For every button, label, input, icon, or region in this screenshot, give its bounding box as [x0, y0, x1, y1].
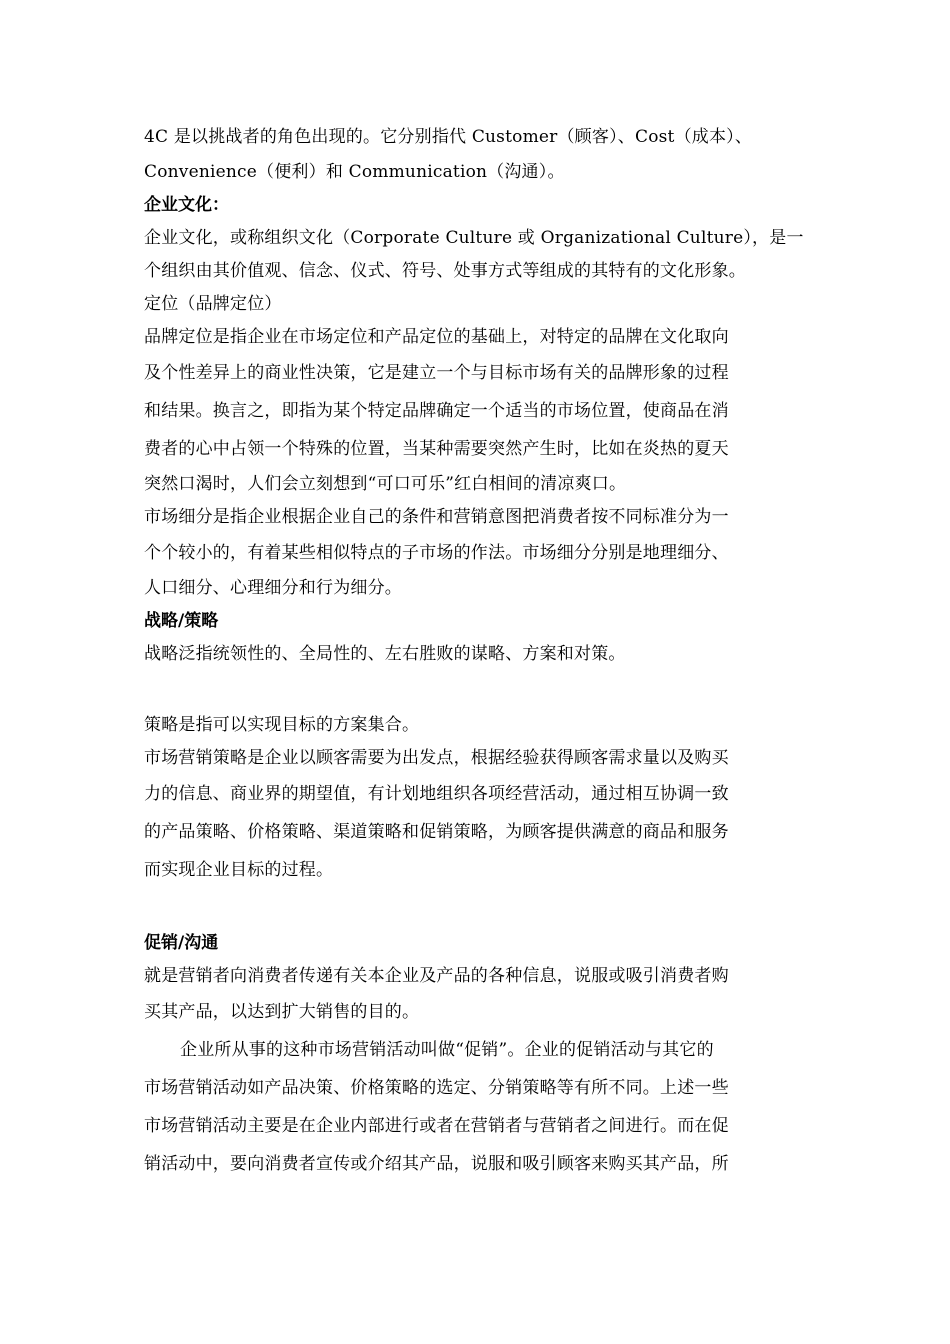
heading-strategy: 战略/策略	[144, 611, 219, 631]
text-line: 突然口渴时，人们会立刻想到“可口可乐”红白相间的清凉爽口。	[144, 474, 627, 494]
text-line: 战略泛指统领性的、全局性的、左右胜败的谋略、方案和对策。	[144, 644, 626, 664]
text-line: 及个性差异上的商业性决策，它是建立一个与目标市场有关的品牌形象的过程	[144, 363, 729, 383]
text-line: 个组织由其价值观、信念、仪式、符号、处事方式等组成的其特有的文化形象。	[144, 261, 746, 281]
text-line: 市场营销活动如产品决策、价格策略的选定、分销策略等有所不同。上述一些	[144, 1078, 729, 1098]
text-line: 企业所从事的这种市场营销活动叫做“促销”。企业的促销活动与其它的	[180, 1040, 714, 1060]
text-line: 4C 是以挑战者的角色出现的。它分别指代 Customer（顾客）、Cost（成本）、	[144, 127, 753, 147]
text-line: Convenience（便利）和 Communication（沟通）。	[144, 162, 565, 182]
blank-line	[144, 671, 810, 709]
heading-corporate-culture: 企业文化：	[144, 195, 229, 215]
document-body	[144, 118, 810, 1183]
blank-line	[144, 889, 810, 927]
text-line: 市场营销活动主要是在企业内部进行或者在营销者与营销者之间进行。而在促	[144, 1116, 729, 1136]
heading-promotion: 促销/沟通	[144, 933, 219, 953]
text-line: 市场营销策略是企业以顾客需要为出发点，根据经验获得顾客需求量以及购买	[144, 748, 729, 768]
text-line: 策略是指可以实现目标的方案集合。	[144, 715, 420, 735]
text-line: 和结果。换言之，即指为某个特定品牌确定一个适当的市场位置，使商品在消	[144, 401, 729, 421]
text-line: 就是营销者向消费者传递有关本企业及产品的各种信息，说服或吸引消费者购	[144, 966, 729, 986]
text-line: 人口细分、心理细分和行为细分。	[144, 578, 402, 598]
text-line: 销活动中，要向消费者宣传或介绍其产品，说服和吸引顾客来购买其产品，所	[144, 1154, 729, 1174]
text-line: 个个较小的，有着某些相似特点的子市场的作法。市场细分分别是地理细分、	[144, 543, 729, 563]
text-line: 而实现企业目标的过程。	[144, 860, 334, 880]
text-line: 的产品策略、价格策略、渠道策略和促销策略，为顾客提供满意的商品和服务	[144, 822, 729, 842]
text-line: 买其产品，以达到扩大销售的目的。	[144, 1002, 420, 1022]
text-line: 市场细分是指企业根据企业自己的条件和营销意图把消费者按不同标准分为一	[144, 507, 729, 527]
text-line: 费者的心中占领一个特殊的位置，当某种需要突然产生时，比如在炎热的夏天	[144, 439, 729, 459]
text-line: 品牌定位是指企业在市场定位和产品定位的基础上，对特定的品牌在文化取向	[144, 327, 729, 347]
text-line: 企业文化，或称组织文化（Corporate Culture 或 Organizational Culture），是一	[144, 228, 804, 248]
text-line: 力的信息、商业界的期望值，有计划地组织各项经营活动，通过相互协调一致	[144, 784, 729, 804]
positioning-title: 定位（品牌定位）	[144, 294, 282, 314]
